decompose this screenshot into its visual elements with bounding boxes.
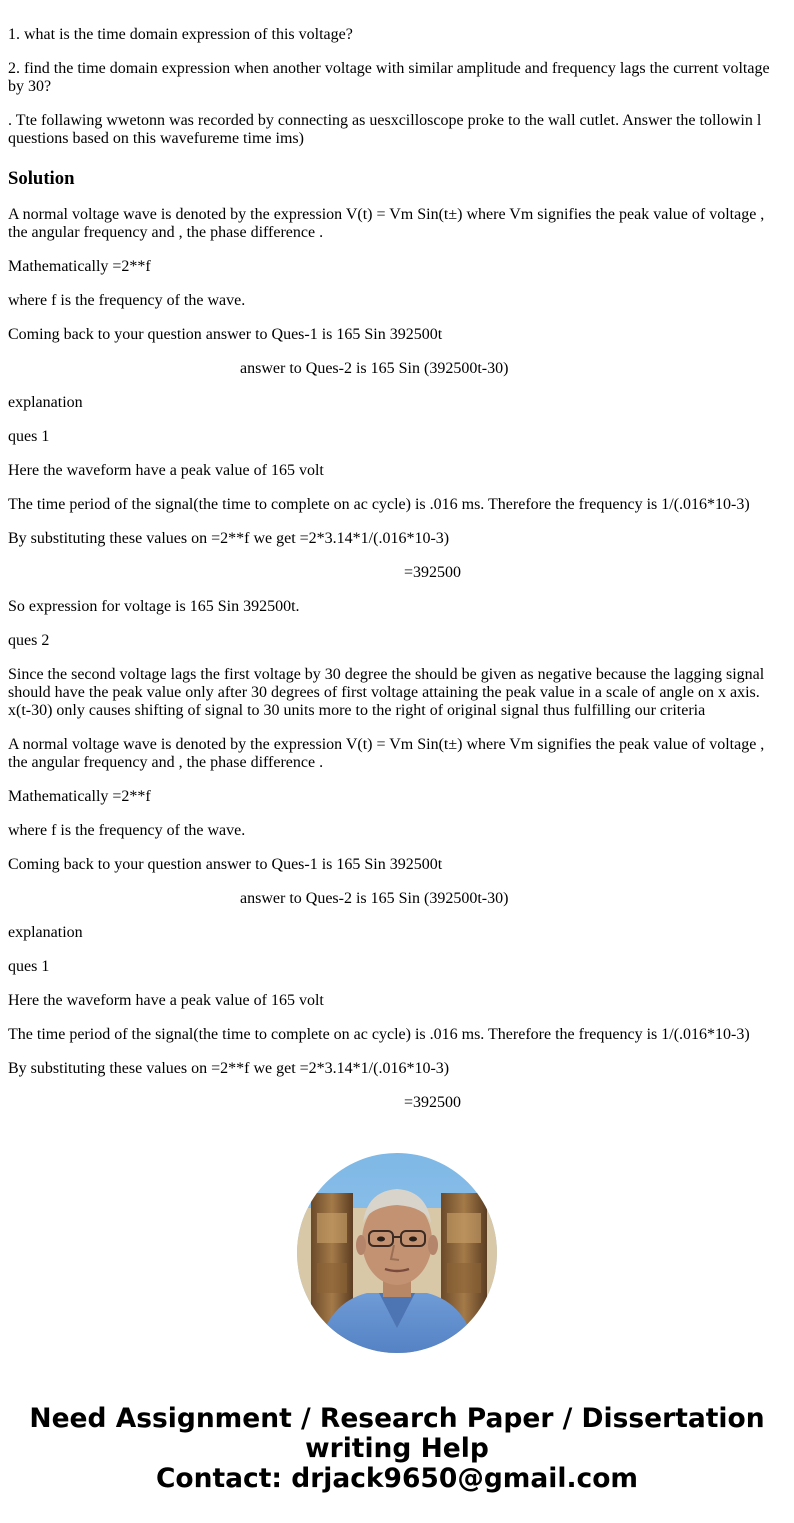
promo-line: Need Assignment / Research Paper / Dissertation: [29, 1403, 765, 1434]
solution-heading: Solution: [8, 168, 75, 189]
solution-paragraph: Coming back to your question answer to Ques-1 is 165 Sin 392500t: [8, 856, 443, 873]
solution-paragraph: answer to Ques-2 is 165 Sin (392500t-30): [240, 360, 509, 377]
solution-paragraph: where f is the frequency of the wave.: [8, 292, 246, 309]
solution-paragraph: ques 1: [8, 428, 50, 445]
promo-line: writing Help: [305, 1433, 489, 1464]
question-context: . Tte follawing wwetonn was recorded by connecting as uesxcilloscope proke to the wall cutlet. Answer the tollowin l questions based on this wavefureme time ims): [8, 112, 762, 147]
contact-line: Contact: drjack9650@gmail.com: [155, 1463, 639, 1494]
solution-paragraph: Coming back to your question answer to Ques-1 is 165 Sin 392500t: [8, 326, 443, 343]
author-photo: [297, 1153, 497, 1353]
solution-paragraph: explanation: [8, 394, 83, 411]
solution-paragraph: A normal voltage wave is denoted by the expression V(t) = Vm Sin(t±) where Vm signifies the peak value of voltage , the angular frequency and , the phase difference .: [8, 736, 765, 771]
solution-paragraph: Mathematically =2**f: [8, 258, 151, 275]
solution-paragraph: =392500: [404, 1094, 462, 1111]
solution-paragraph: Here the waveform have a peak value of 165 volt: [8, 992, 324, 1009]
portrait-image: [297, 1153, 497, 1353]
solution-paragraph: explanation: [8, 924, 83, 941]
solution-paragraph: =392500: [404, 564, 462, 581]
promo-footer: [0, 1404, 794, 1494]
solution-paragraph: where f is the frequency of the wave.: [8, 822, 246, 839]
solution-paragraph: answer to Ques-2 is 165 Sin (392500t-30): [240, 890, 509, 907]
solution-paragraph: By substituting these values on =2**f we get =2*3.14*1/(.016*10-3): [8, 530, 450, 547]
solution-paragraph: A normal voltage wave is denoted by the expression V(t) = Vm Sin(t±) where Vm signifies the peak value of voltage , the angular frequency and , the phase difference .: [8, 206, 765, 241]
solution-paragraph: By substituting these values on =2**f we get =2*3.14*1/(.016*10-3): [8, 1060, 450, 1077]
solution-paragraph: The time period of the signal(the time to complete on ac cycle) is .016 ms. Therefore the frequency is 1/(.016*10-3): [8, 496, 750, 513]
solution-paragraph: The time period of the signal(the time to complete on ac cycle) is .016 ms. Therefore the frequency is 1/(.016*10-3): [8, 1026, 750, 1043]
solution-paragraph: ques 2: [8, 632, 50, 649]
question-2: 2. find the time domain expression when another voltage with similar amplitude and frequency lags the current voltage by 30?: [8, 60, 770, 95]
solution-paragraph: Since the second voltage lags the first voltage by 30 degree the should be given as negative because the lagging signal should have the peak value only after 30 degrees of first voltage attaining the peak value in a scale of angle on x axis. x(t-30) only causes shifting of signal to 30 units more to the right of original signal thus fulfilling our criteria: [8, 666, 765, 719]
document-body: [8, 0, 786, 1128]
solution-paragraph: Mathematically =2**f: [8, 788, 151, 805]
question-1: 1. what is the time domain expression of this voltage?: [8, 26, 353, 43]
solution-paragraph: ques 1: [8, 958, 50, 975]
solution-paragraph: Here the waveform have a peak value of 165 volt: [8, 462, 324, 479]
solution-paragraph: So expression for voltage is 165 Sin 392500t.: [8, 598, 300, 615]
